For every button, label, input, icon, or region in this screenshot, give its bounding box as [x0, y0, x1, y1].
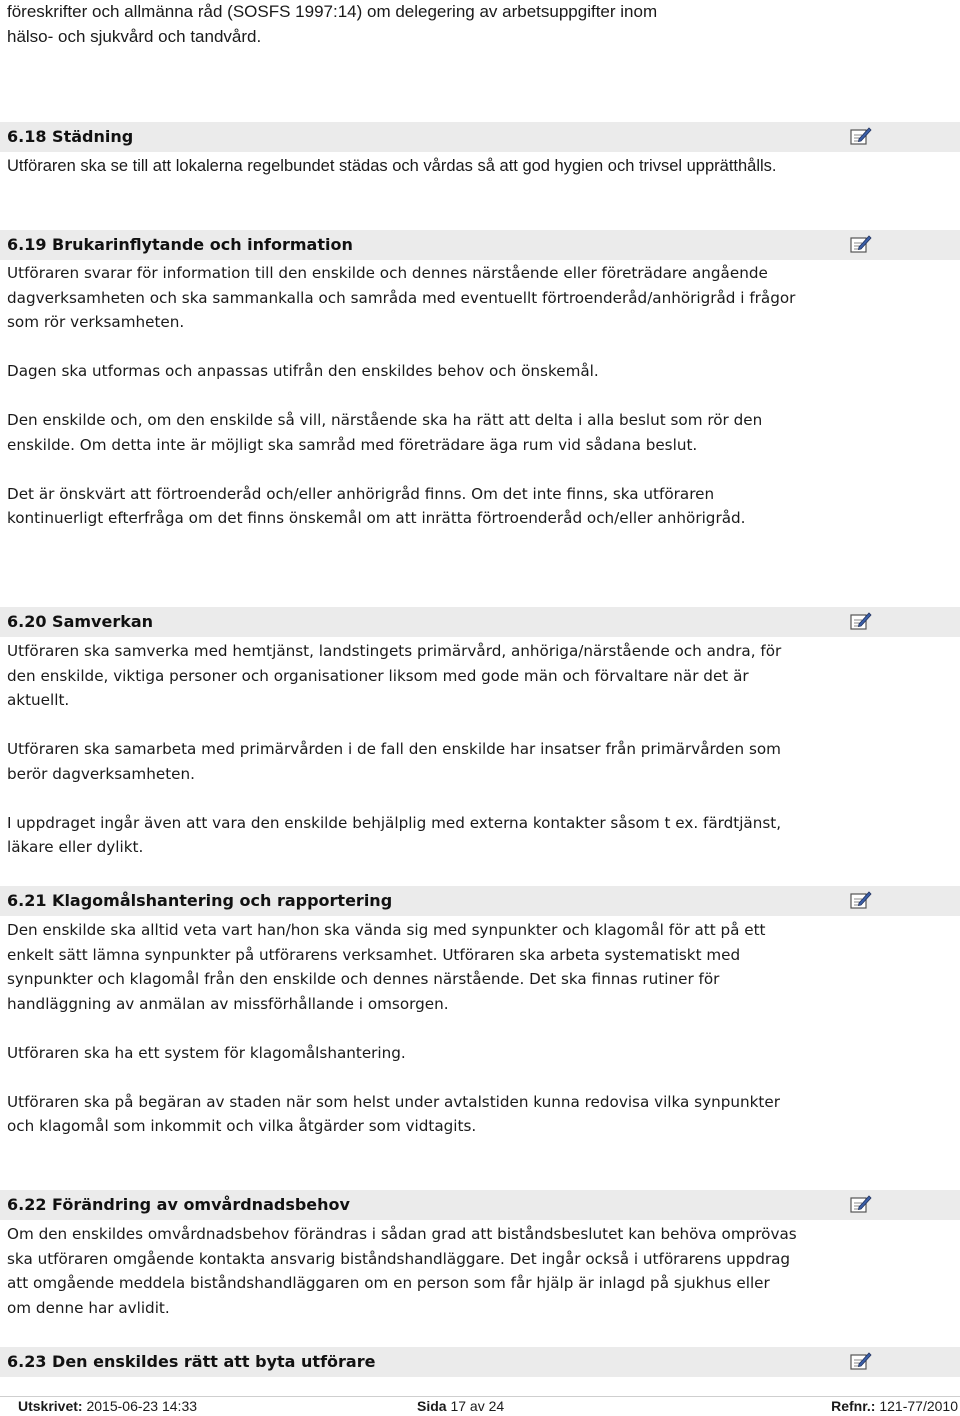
ref-label: Refnr.: — [831, 1398, 876, 1414]
page-value: 17 av 24 — [450, 1398, 505, 1414]
section-heading-6-20 — [0, 607, 960, 637]
paragraph: Den enskilde ska alltid veta vart han/hon ska vända sig med synpunkter och klagomål för att på ett enkelt sätt lämna synpunkter på utförarens verksamhet. Utföraren ska arbeta systematiskt med synpunkter och klagomål från den enskilde och dennes närstående. Det ska finnas rutiner för handläggning av anmälan av missförhållande i omsorgen. — [7, 921, 766, 1013]
intro-text — [7, 0, 787, 49]
paragraph: Det är önskvärt att förtroenderåd och/eller anhörigråd finns. Om det inte finns, ska utföraren kontinuerligt efterfråga om det finns önskemål om att inrätta förtroenderåd och/eller anhörigråd. — [7, 484, 746, 527]
printed-label: Utskrivet: — [18, 1398, 83, 1414]
paragraph: Den enskilde och, om den enskilde så vill, närstående ska ha rätt att delta i alla beslut som rör den enskilde. Om detta inte är möjligt ska samråd med företrädare äga rum vid sådana beslut. — [7, 411, 763, 454]
section-heading-6-18 — [0, 122, 960, 152]
section-title: 6.20 Samverkan — [7, 612, 154, 631]
paragraph: Om den enskildes omvårdnadsbehov förändras i sådan grad att biståndsbeslutet kan behöva omprövas ska utföraren omgående kontakta ansvarig biståndshandläggare. Det ingår också i utförarens uppdrag att omgående meddela biståndshandläggaren om en person som får hjälp är inlagd på sjukhus eller om denne har avlidit. — [7, 1225, 797, 1317]
ref-value: 121-77/2010 — [879, 1398, 958, 1414]
intro-line: hälso- och sjukvård och tandvård. — [7, 26, 262, 46]
section-title: 6.18 Städning — [7, 127, 134, 146]
paragraph: Utföraren svarar för information till den enskilde och dennes närstående eller företrädare angående dagverksamheten och ska sammankalla och samråda med eventuellt förtroenderåd/anhörigråd i frågor som rör verksamheten. — [7, 264, 796, 331]
page-label: Sida — [417, 1398, 447, 1414]
section-body-6-19 — [7, 261, 797, 531]
section-title: 6.22 Förändring av omvårdnadsbehov — [7, 1195, 350, 1214]
edit-note-icon[interactable] — [850, 126, 872, 146]
page-footer — [0, 1396, 960, 1416]
paragraph: Utföraren ska på begäran av staden när som helst under avtalstiden kunna redovisa vilka synpunkter och klagomål som inkommit och vilka åtgärder som vidtagits. — [7, 1092, 780, 1135]
edit-note-icon[interactable] — [850, 234, 872, 254]
printed-date — [18, 1397, 197, 1416]
section-body-6-18 — [7, 154, 797, 179]
section-heading-6-23 — [0, 1347, 960, 1377]
reference-number — [831, 1397, 958, 1416]
page-number — [417, 1397, 504, 1416]
section-title: 6.21 Klagomålshantering och rapportering — [7, 891, 393, 910]
section-title: 6.19 Brukarinflytande och information — [7, 235, 353, 254]
paragraph: Utföraren ska ha ett system för klagomålshantering. — [7, 1043, 406, 1062]
section-heading-6-22 — [0, 1190, 960, 1220]
section-body-6-22 — [7, 1222, 797, 1320]
paragraph: Dagen ska utformas och anpassas utifrån den enskildes behov och önskemål. — [7, 362, 599, 380]
section-title: 6.23 Den enskildes rätt att byta utförare — [7, 1352, 376, 1371]
edit-note-icon[interactable] — [850, 1194, 872, 1214]
edit-note-icon[interactable] — [850, 1351, 872, 1371]
paragraph: Utföraren ska samarbeta med primärvården i de fall den enskilde har insatser från primärvården som berör dagverksamheten. — [7, 740, 781, 783]
section-heading-6-19 — [0, 230, 960, 260]
section-body-6-20 — [7, 639, 797, 860]
printed-value: 2015-06-23 14:33 — [86, 1398, 198, 1414]
intro-line: föreskrifter och allmänna råd (SOSFS 1997:14) om delegering av arbetsuppgifter inom — [7, 2, 658, 21]
paragraph: I uppdraget ingår även att vara den enskilde behjälplig med externa kontakter såsom t ex. färdtjänst, läkare eller dylikt. — [7, 813, 782, 856]
paragraph: Utföraren ska se till att lokalerna regelbundet städas och vårdas så att god hygien och trivsel upprätthålls. — [7, 157, 777, 175]
edit-note-icon[interactable] — [850, 611, 872, 631]
paragraph: Utföraren ska samverka med hemtjänst, landstingets primärvård, anhöriga/närstående och andra, för den enskilde, viktiga personer och organisationer liksom med gode män och förvaltare när det är aktuellt. — [7, 642, 782, 709]
section-body-6-21 — [7, 918, 797, 1139]
section-heading-6-21 — [0, 886, 960, 916]
edit-note-icon[interactable] — [850, 890, 872, 910]
